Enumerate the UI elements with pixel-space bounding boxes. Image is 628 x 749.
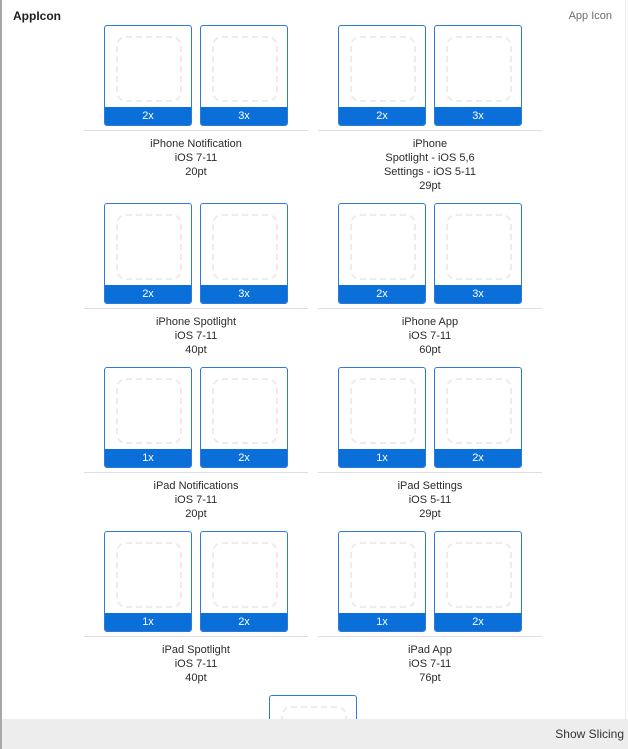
scale-label: 1x xyxy=(105,449,191,467)
empty-icon-well xyxy=(446,542,512,608)
asset-type-label: App Icon xyxy=(568,10,612,22)
icon-slot-1x[interactable] xyxy=(338,531,426,632)
caption-line: Spotlight - iOS 5,6 xyxy=(385,152,475,164)
icon-slot-2x[interactable] xyxy=(200,531,288,632)
group-divider xyxy=(84,472,308,473)
group-caption xyxy=(84,643,308,685)
group-caption xyxy=(318,315,542,357)
icon-slot-2x[interactable] xyxy=(338,25,426,126)
icon-slots xyxy=(84,367,308,468)
caption-line: iOS 7-11 xyxy=(408,330,452,342)
icon-slot-1x[interactable] xyxy=(338,367,426,468)
caption-line: iPhone xyxy=(412,138,448,150)
scale-label: 3x xyxy=(435,285,521,303)
scale-label: 1x xyxy=(105,613,191,631)
left-border xyxy=(0,0,2,749)
caption-line: 76pt xyxy=(419,672,441,684)
icon-slot-2x[interactable] xyxy=(434,531,522,632)
icon-slot-3x[interactable] xyxy=(434,203,522,304)
empty-icon-well xyxy=(116,36,182,102)
asset-title: AppIcon xyxy=(13,9,61,23)
caption-line: 40pt xyxy=(185,672,207,684)
icon-slots xyxy=(318,25,542,126)
empty-icon-well xyxy=(116,378,182,444)
caption-line: iPhone Notification xyxy=(150,138,242,150)
scale-label: 3x xyxy=(435,107,521,125)
caption-line: iOS 7-11 xyxy=(408,658,452,670)
icon-slot-2x[interactable] xyxy=(104,25,192,126)
icon-slot-2x[interactable] xyxy=(434,367,522,468)
empty-icon-well xyxy=(212,36,278,102)
caption-line: Settings - iOS 5-11 xyxy=(383,166,477,178)
caption-line: iPhone App xyxy=(401,316,459,328)
icon-slots xyxy=(318,531,542,632)
icon-slot-1x[interactable] xyxy=(104,367,192,468)
caption-line: iOS 7-11 xyxy=(174,330,218,342)
icon-slot-1x[interactable] xyxy=(104,531,192,632)
caption-line: iPhone Spotlight xyxy=(155,316,237,328)
caption-line: iOS 7-11 xyxy=(174,658,218,670)
scale-label: 2x xyxy=(435,613,521,631)
scale-label: 1x xyxy=(339,613,425,631)
empty-icon-well xyxy=(350,214,416,280)
icon-slots xyxy=(318,367,542,468)
icon-slots xyxy=(84,25,308,126)
empty-icon-well xyxy=(350,542,416,608)
group-divider xyxy=(84,308,308,309)
caption-line: iPad App xyxy=(407,644,453,656)
icon-slot-3x[interactable] xyxy=(200,25,288,126)
scale-label: 2x xyxy=(201,613,287,631)
scale-label: 1x xyxy=(339,449,425,467)
empty-icon-well xyxy=(446,378,512,444)
group-divider xyxy=(318,308,542,309)
group-caption xyxy=(318,479,542,521)
scale-label: 2x xyxy=(105,285,191,303)
caption-line: 29pt xyxy=(419,508,441,520)
empty-icon-well xyxy=(116,542,182,608)
caption-line: iOS 5-11 xyxy=(408,494,452,506)
group-divider xyxy=(318,636,542,637)
group-divider xyxy=(318,130,542,131)
caption-line: iOS 7-11 xyxy=(174,152,218,164)
group-caption xyxy=(84,315,308,357)
caption-line: 29pt xyxy=(419,180,441,192)
right-divider xyxy=(625,0,626,719)
icon-slots xyxy=(84,203,308,304)
empty-icon-well xyxy=(212,542,278,608)
icon-slots xyxy=(318,203,542,304)
icon-slot-3x[interactable] xyxy=(434,25,522,126)
show-slicing-button[interactable]: Show Slicing xyxy=(555,727,624,741)
bottom-bar xyxy=(2,719,628,749)
empty-icon-well xyxy=(212,214,278,280)
empty-icon-well xyxy=(446,214,512,280)
icon-slot-2x[interactable] xyxy=(200,367,288,468)
caption-line: 40pt xyxy=(185,344,207,356)
scale-label: 2x xyxy=(339,107,425,125)
empty-icon-well xyxy=(350,378,416,444)
scale-label: 2x xyxy=(435,449,521,467)
icon-slot-3x[interactable] xyxy=(200,203,288,304)
group-caption xyxy=(84,137,308,179)
group-caption xyxy=(84,479,308,521)
group-caption xyxy=(318,137,542,193)
group-divider xyxy=(318,472,542,473)
caption-line: iPad Settings xyxy=(397,480,463,492)
empty-icon-well xyxy=(116,214,182,280)
caption-line: iPad Spotlight xyxy=(162,644,230,656)
caption-line: 20pt xyxy=(185,166,207,178)
empty-icon-well xyxy=(350,36,416,102)
scale-label: 2x xyxy=(105,107,191,125)
empty-icon-well xyxy=(446,36,512,102)
group-divider xyxy=(84,636,308,637)
scale-label: 2x xyxy=(339,285,425,303)
caption-line: 20pt xyxy=(185,508,207,520)
group-divider xyxy=(84,130,308,131)
group-caption xyxy=(318,643,542,685)
icon-slot-2x[interactable] xyxy=(338,203,426,304)
caption-line: iOS 7-11 xyxy=(174,494,218,506)
caption-line: 60pt xyxy=(419,344,441,356)
caption-line: iPad Notifications xyxy=(153,480,239,492)
scale-label: 2x xyxy=(201,449,287,467)
scale-label: 3x xyxy=(201,107,287,125)
icon-slot-2x[interactable] xyxy=(104,203,192,304)
scale-label: 3x xyxy=(201,285,287,303)
icon-slots xyxy=(84,531,308,632)
empty-icon-well xyxy=(212,378,278,444)
